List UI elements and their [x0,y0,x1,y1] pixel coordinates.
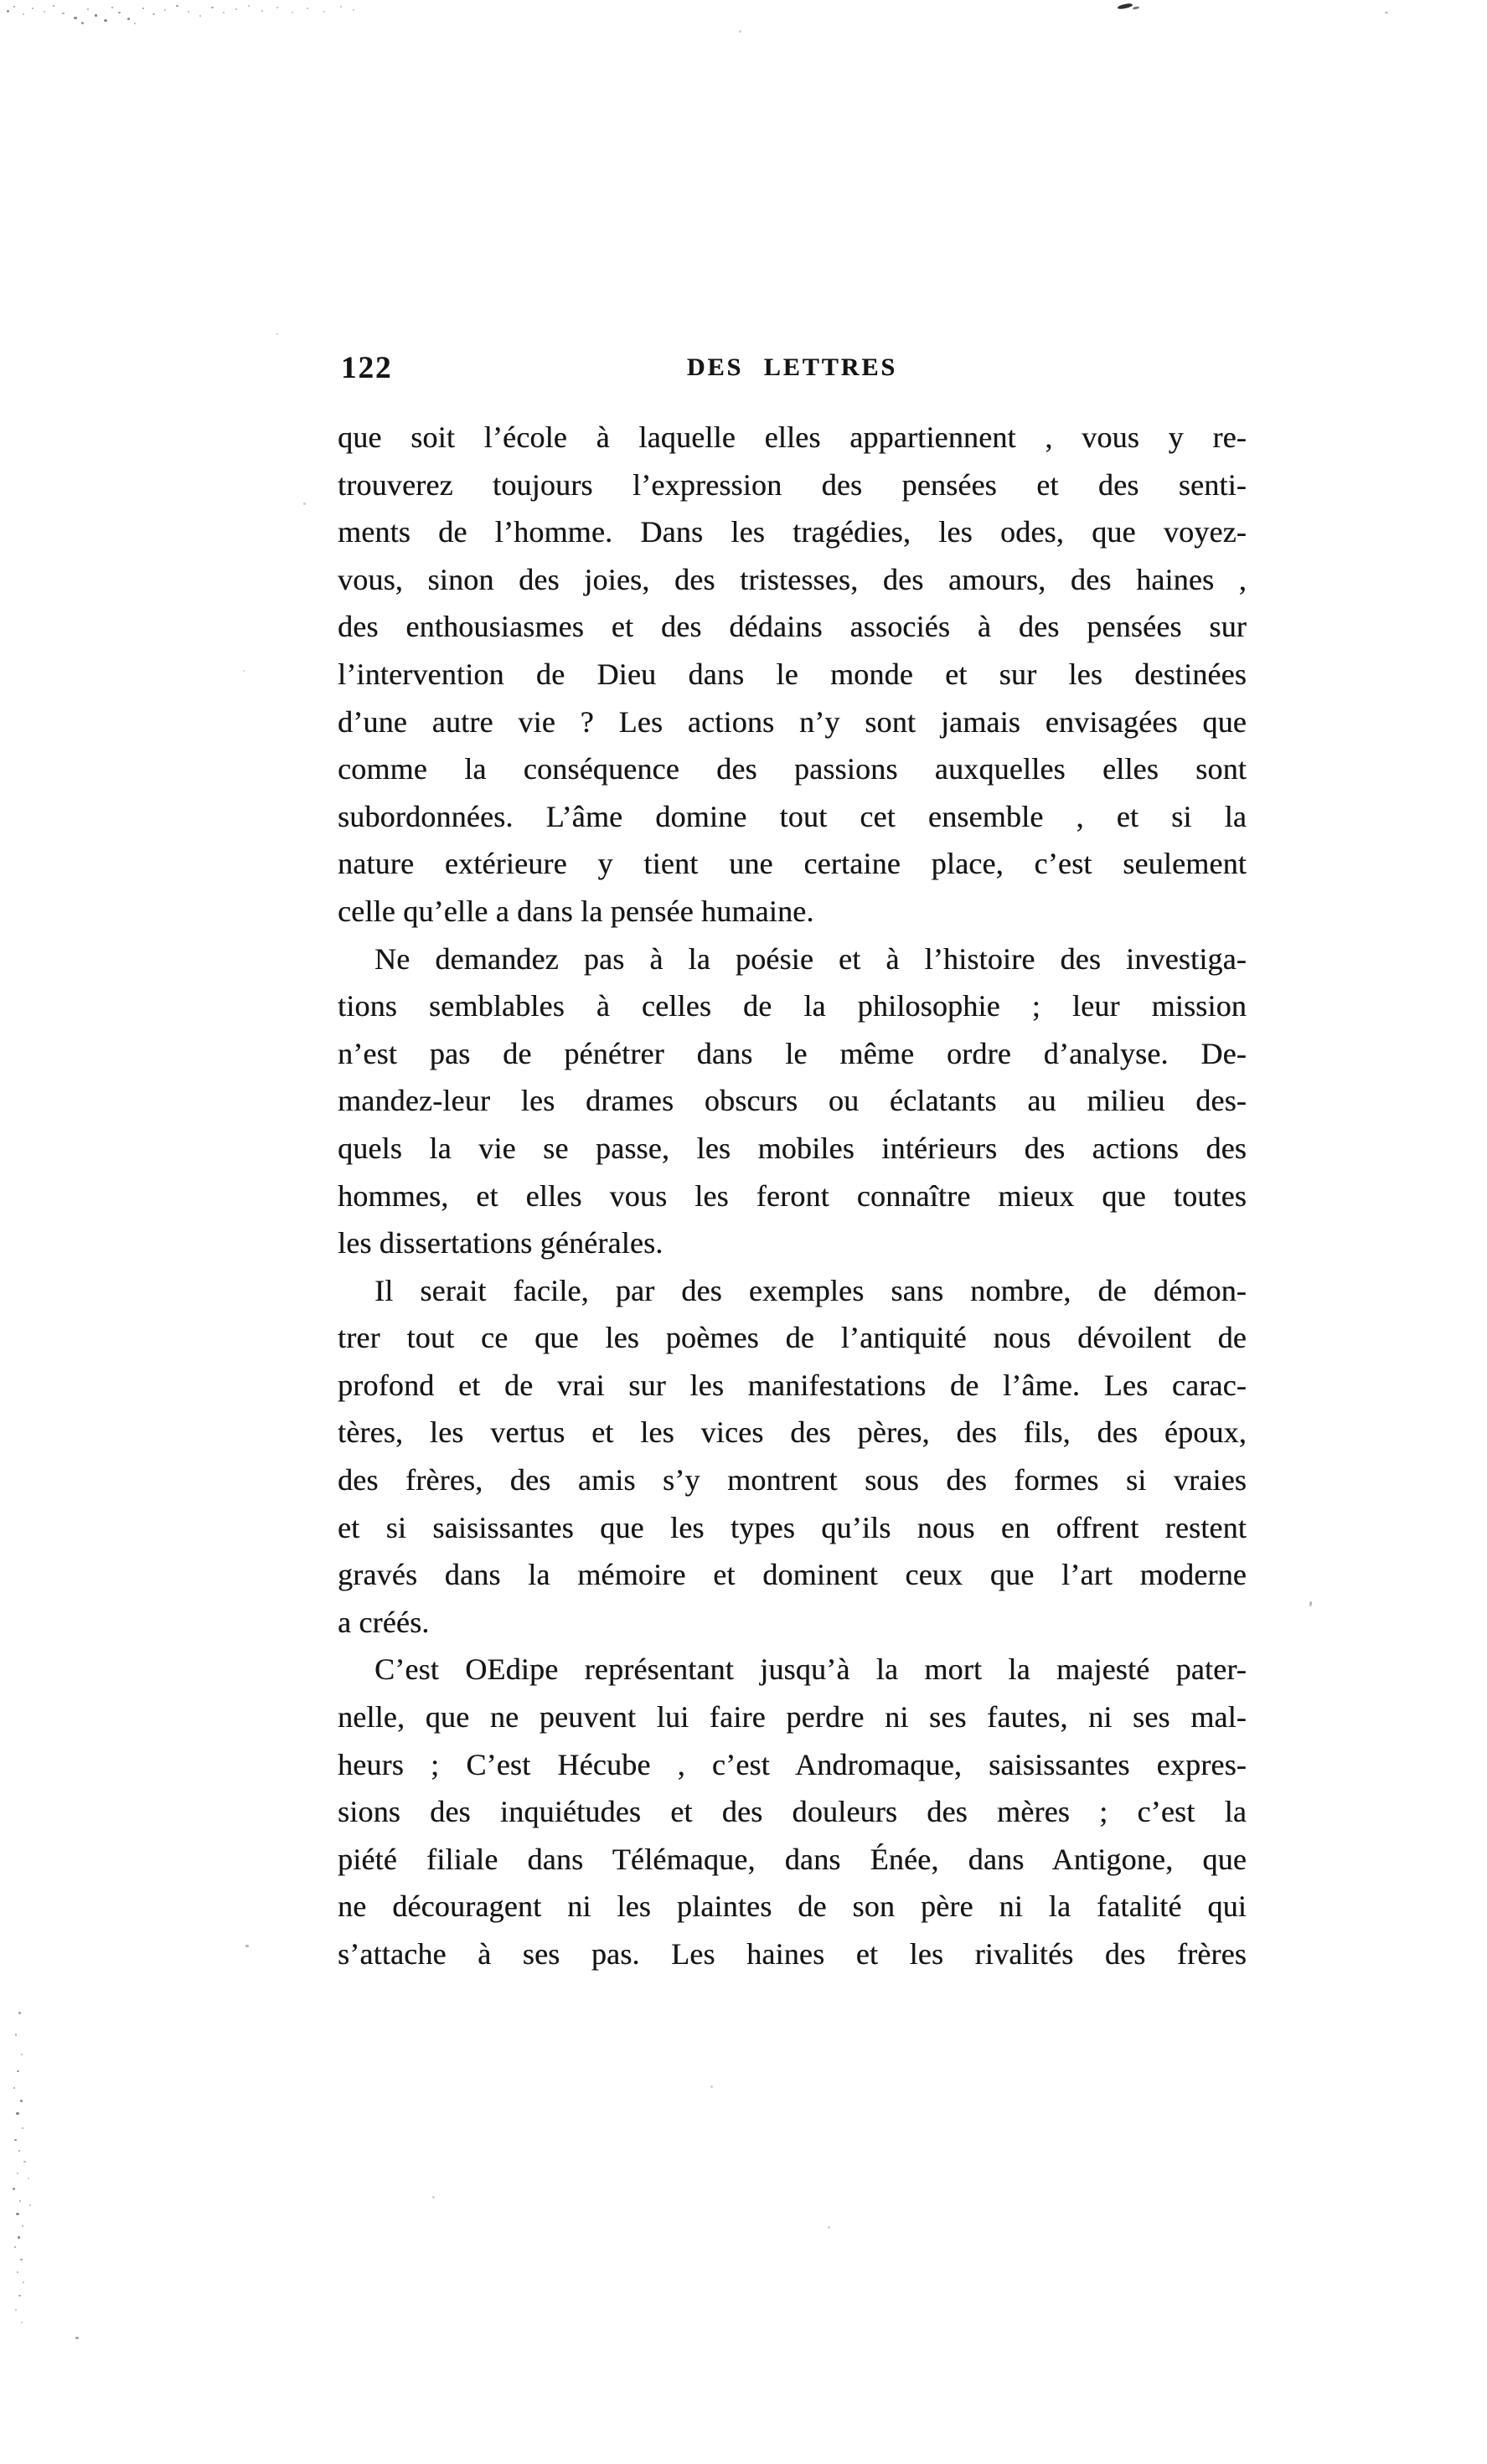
text-line: ne découragent ni les plaintes de son père ni la fatalité qui [338,1889,1247,1924]
scan-speck [199,15,201,17]
scan-speck [16,2213,19,2215]
text-line: gravés dans la mémoire et dominent ceux que l’art moderne [338,1558,1247,1592]
scan-speck [276,333,278,335]
scan-speck [211,7,214,8]
text-line: C’est OEdipe représentant jusqu’à la mort la majesté pater- [374,1652,1247,1687]
scan-speck [19,2200,21,2202]
running-title: DES LETTRES [686,353,898,381]
scan-speck [28,2178,29,2179]
scan-speck [276,7,278,8]
scan-speck [164,9,166,11]
scan-speck [17,2173,18,2174]
scan-speck [20,2100,23,2102]
scan-speck [323,11,325,13]
page-header [338,350,1247,389]
scan-speck [303,503,306,505]
text-line: Ne demandez pas à la poésie et à l’histoire des investiga- [374,941,1247,976]
scan-speck [235,8,237,10]
text-line: tères, les vertus et les vices des pères, des fils, des époux, [338,1415,1247,1450]
scan-speck [74,17,77,19]
scan-speck [243,670,245,672]
scan-speck [142,8,144,9]
text-line: sions des inquiétudes et des douleurs des mères ; c’est la [338,1795,1247,1829]
scan-speck [53,5,54,7]
scan-speck [353,9,354,11]
scan-speck [18,2295,21,2296]
paragraph [338,1267,1247,1647]
text-line: et si saisissantes que les types qu’ils nous en offrent restent [338,1510,1247,1544]
text-line: celle qu’elle a dans la pensée humaine. [338,894,814,928]
scan-speck [248,5,250,7]
scan-speck [23,2281,24,2283]
scan-speck [188,11,189,13]
scan-speck [62,13,65,14]
text-line: subordonnées. L’âme domine tout cet ensemble , et si la [338,799,1247,833]
scan-speck [176,5,178,7]
text-line: n’est pas de pénétrer dans le même ordre d’analyse. De- [338,1036,1247,1070]
scan-speck [292,12,293,13]
scan-speck [13,6,15,8]
scan-speck [14,2246,16,2248]
scan-speck [15,2309,17,2311]
scan-speck [104,19,107,22]
text-line: s’attache à ses pas. Les haines et les rivalités des frères [338,1937,1247,1971]
scan-speck [17,2070,19,2072]
scan-speck [87,8,89,10]
text-line: hommes, et elles vous les feront connaître mieux que toutes [338,1178,1247,1213]
text-line: a créés. [338,1605,430,1639]
text-line: l’intervention de Dieu dans le monde et sur les destinées [338,657,1247,691]
scan-speck [828,2226,830,2229]
paragraph [338,414,1247,936]
scan-speck [22,2127,23,2129]
text-line: ments de l’homme. Dans les tragédies, les odes, que voyez- [338,515,1247,549]
scan-speck [14,2139,17,2141]
scan-speck [75,2337,79,2339]
text-body [338,414,1247,1978]
scan-speck [245,1945,249,1947]
text-line: piété filiale dans Télémaque, dans Énée, dans Antigone, que [338,1842,1247,1876]
scan-speck [111,7,113,8]
scan-speck [432,2196,435,2199]
scan-speck [23,2161,26,2162]
scan-speck [81,22,84,24]
text-line: vous, sinon des joies, des tristesses, des amours, des haines , [338,562,1247,596]
scan-speck [307,8,308,9]
text-line: que soit l’école à laquelle elles appartiennent , vous y re- [338,420,1247,454]
scan-speck [22,2225,23,2227]
scan-speck [23,13,24,15]
scan-speck [20,2259,23,2260]
scan-speck [1118,3,1133,10]
scan-speck [15,2034,17,2036]
scan-speck [118,12,121,13]
scan-speck [7,10,9,13]
text-line: les dissertations générales. [338,1226,663,1260]
scan-speck [1133,6,1139,10]
text-line: nelle, que ne peuvent lui faire perdre ni ses fautes, ni ses mal- [338,1700,1247,1735]
text-line: d’une autre vie ? Les actions n’y sont jamais envisagées que [338,704,1247,739]
scan-speck [18,2150,20,2152]
text-line: heurs ; C’est Hécube , c’est Andromaque, saisissantes expres- [338,1747,1247,1781]
text-line: profond et de vrai sur les manifestations de l’âme. Les carac- [338,1368,1247,1402]
scan-speck [134,23,136,24]
scan-speck [261,10,263,12]
scan-speck [32,8,34,9]
text-line: trer tout ce que les poèmes de l’antiquité nous dévoilent de [338,1321,1247,1355]
text-line: des frères, des amis s’y montrent sous des formes si vraies [338,1463,1247,1497]
text-line: nature extérieure y tient une certaine place, c’est seulement [338,847,1247,881]
text-line: mandez-leur les drames obscurs ou éclatants au milieu des- [338,1084,1247,1118]
scan-speck [18,2236,20,2239]
scan-speck [16,2112,19,2115]
text-line: comme la conséquence des passions auxquelles elles sont [338,752,1247,786]
scan-speck [127,18,130,20]
paragraph [338,936,1247,1267]
text-line: tions semblables à celles de la philosophie ; leur mission [338,989,1247,1023]
page-number: 122 [341,351,393,385]
scan-speck [1385,12,1388,13]
scan-speck [710,2085,713,2088]
scan-speck [1309,1601,1313,1606]
scan-speck [21,2322,23,2323]
paragraph [338,1646,1247,1977]
scan-speck [95,14,97,17]
text-line: Il serait facile, par des exemples sans nombre, de démon- [374,1273,1247,1307]
scan-speck [223,12,225,13]
scan-speck [29,2204,31,2206]
scan-speck [739,30,741,33]
text-line: quels la vie se passe, les mobiles intérieurs des actions des [338,1131,1247,1165]
scan-speck [44,11,45,13]
scan-speck [17,2271,18,2273]
scan-speck [13,2188,15,2190]
scan-speck [152,13,155,15]
scan-speck [21,2054,23,2055]
scan-speck [340,6,342,8]
text-line: des enthousiasmes et des dédains associés à des pensées sur [338,610,1247,644]
scan-speck [18,2012,21,2014]
scan-speck [13,2087,15,2089]
text-line: trouverez toujours l’expression des pensées et des senti- [338,467,1247,502]
